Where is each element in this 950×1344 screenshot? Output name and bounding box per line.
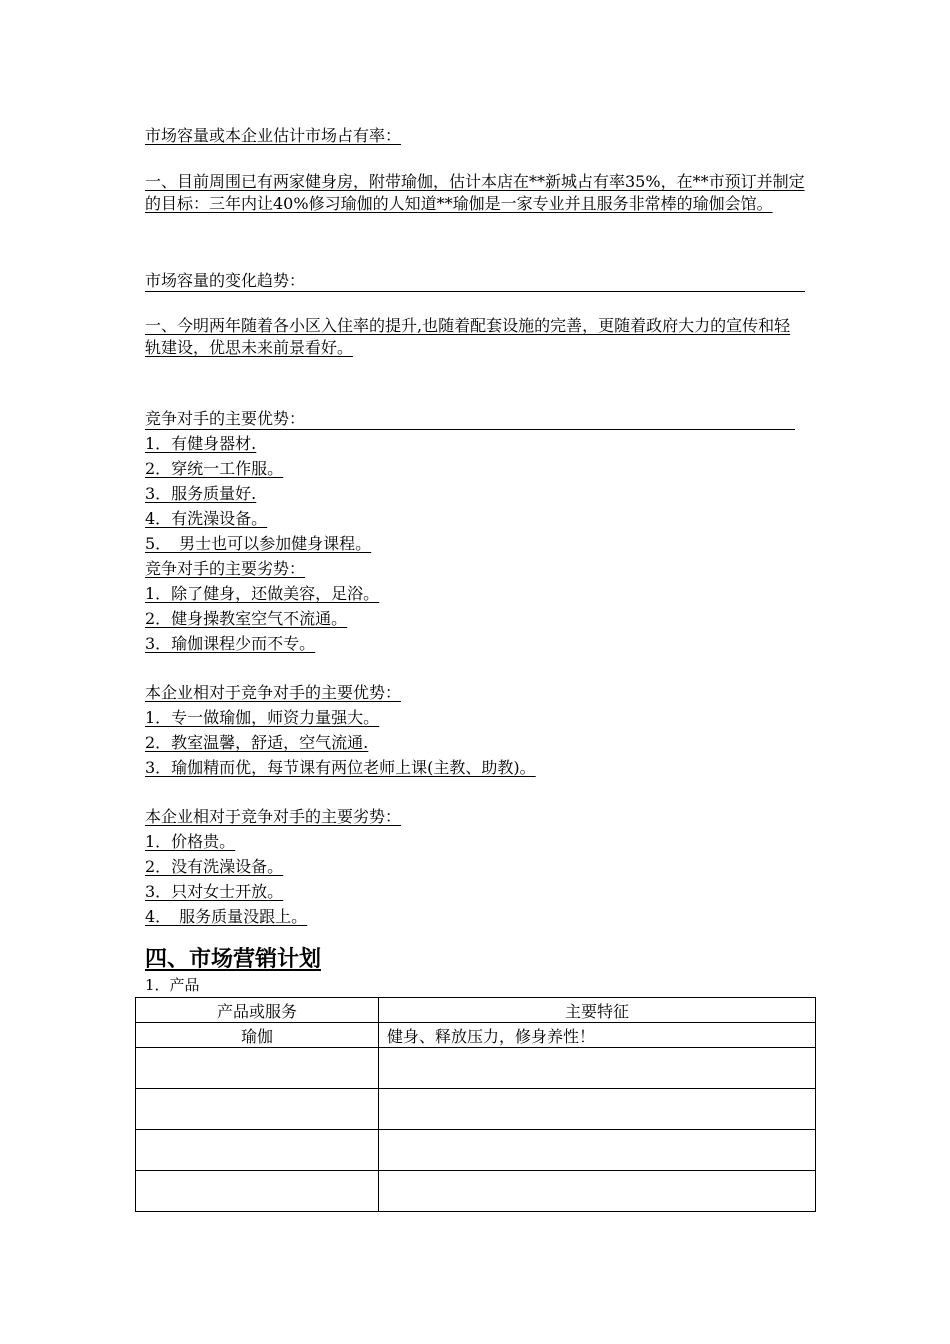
market-share-heading: 市场容量或本企业估计市场占有率：	[145, 126, 402, 145]
table-cell-product	[136, 1130, 379, 1171]
our-weakness-item: 2．没有洗澡设备。	[145, 857, 284, 876]
table-row	[136, 1089, 816, 1130]
competitor-strength-item: 2．穿统一工作服。	[145, 459, 284, 478]
our-strengths-heading: 本企业相对于竞争对手的主要优势：	[145, 683, 402, 702]
market-share-text-content: 一、目前周围已有两家健身房，附带瑜伽，估计本店在**新城占有率35%，在**市预订并制定的目标：三年内让40%修习瑜伽的人知道**瑜伽是一家专业并且服务非常棒的瑜伽会馆。	[145, 172, 805, 213]
table-cell-product	[136, 1089, 379, 1130]
our-weakness-item: 1．价格贵。	[145, 832, 236, 851]
competitor-weakness-item: 3．瑜伽课程少而不专。	[145, 634, 316, 653]
table-cell-features	[379, 1171, 816, 1212]
product-table	[135, 997, 816, 1212]
table-cell-product	[136, 1171, 379, 1212]
table-header-row	[136, 998, 816, 1023]
table-row	[136, 1048, 816, 1089]
competitor-strengths-heading: 竞争对手的主要优势：	[145, 409, 795, 430]
competitor-strength-item: 3．服务质量好.	[145, 484, 257, 503]
market-trend-heading: 市场容量的变化趋势：	[145, 271, 805, 292]
competitor-strength-item: 5． 男士也可以参加健身课程。	[145, 534, 372, 553]
table-cell-features: 健身、释放压力，修身养性！	[379, 1023, 816, 1048]
table-cell-product: 瑜伽	[136, 1023, 379, 1048]
section-subtitle: 1．产品	[145, 976, 200, 994]
market-trend-text	[145, 315, 805, 359]
table-cell-features	[379, 1089, 816, 1130]
competitor-weakness-item: 1．除了健身，还做美容，足浴。	[145, 584, 380, 603]
our-weakness-item: 3．只对女士开放。	[145, 882, 284, 901]
our-weaknesses-heading: 本企业相对于竞争对手的主要劣势：	[145, 807, 402, 826]
table-row	[136, 1130, 816, 1171]
competitor-strength-item: 1．有健身器材.	[145, 434, 257, 453]
our-strength-item: 2．教室温馨，舒适，空气流通.	[145, 733, 369, 752]
competitor-strength-item: 4．有洗澡设备。	[145, 509, 268, 528]
market-trend-heading-line	[145, 271, 805, 292]
market-trend-text-content: 一、今明两年随着各小区入住率的提升,也随着配套设施的完善，更随着政府大力的宣传和轻轨建设，优思未来前景看好。	[145, 316, 791, 357]
market-share-text	[145, 171, 805, 215]
competitor-weakness-item: 2．健身操教室空气不流通。	[145, 609, 348, 628]
table-row	[136, 1023, 816, 1048]
table-cell-product	[136, 1048, 379, 1089]
table-row	[136, 1171, 816, 1212]
competitor-strengths-heading-line	[145, 409, 795, 430]
table-header-features: 主要特征	[379, 998, 816, 1023]
our-weakness-item: 4． 服务质量没跟上。	[145, 907, 308, 926]
section-title: 四、市场营销计划	[145, 947, 322, 972]
table-header-product: 产品或服务	[136, 998, 379, 1023]
our-strength-item: 3．瑜伽精而优，每节课有两位老师上课(主教、助教)。	[145, 758, 536, 777]
competitor-weaknesses-heading: 竞争对手的主要劣势：	[145, 559, 306, 578]
our-strength-item: 1．专一做瑜伽，师资力量强大。	[145, 708, 380, 727]
table-cell-features	[379, 1130, 816, 1171]
table-cell-features	[379, 1048, 816, 1089]
